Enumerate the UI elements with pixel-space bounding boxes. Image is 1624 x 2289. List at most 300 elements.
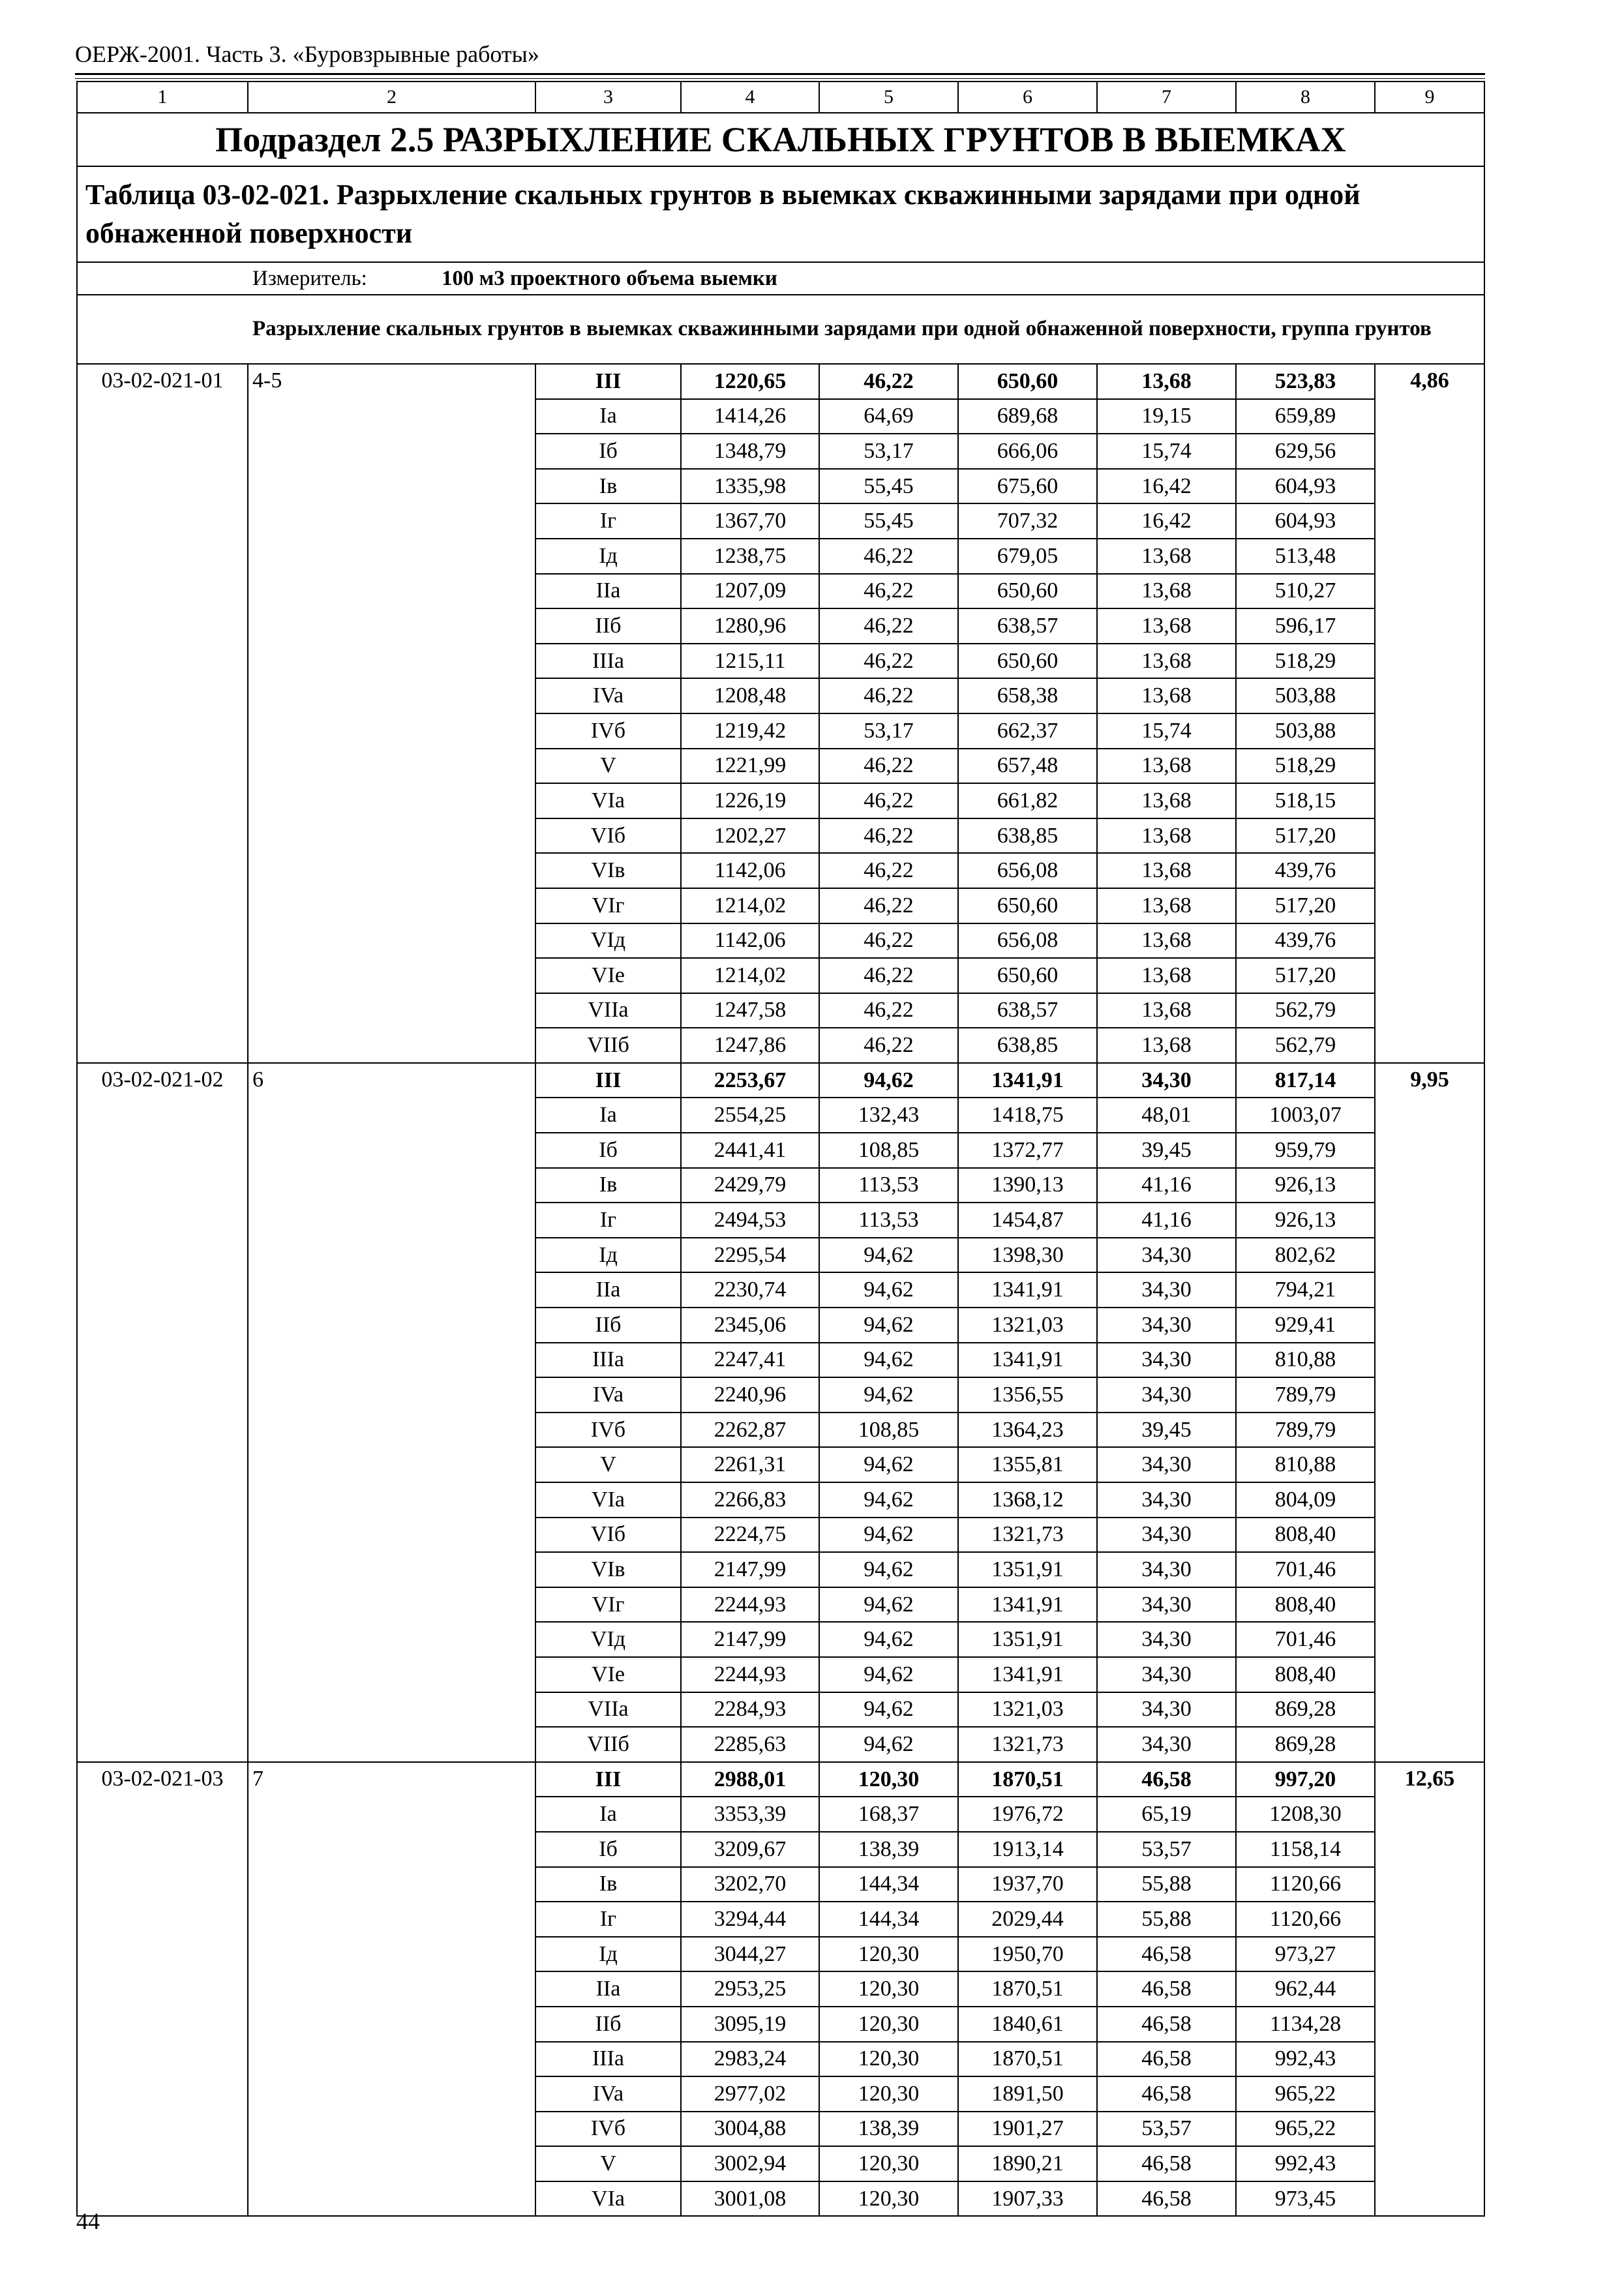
value-cell: 34,30 [1097, 1272, 1236, 1308]
value-cell: 810,88 [1236, 1447, 1375, 1482]
value-cell: 120,30 [819, 2146, 958, 2181]
value-cell: 992,43 [1236, 2146, 1375, 2181]
value-cell: 1840,61 [958, 2007, 1097, 2042]
column-number: 8 [1236, 82, 1375, 113]
value-cell: 13,68 [1097, 678, 1236, 713]
value-cell: 503,88 [1236, 713, 1375, 749]
value-cell: 13,68 [1097, 749, 1236, 784]
value-cell: 503,88 [1236, 678, 1375, 713]
value-cell: 41,16 [1097, 1168, 1236, 1203]
column-9-value: 12,65 [1375, 1762, 1484, 2217]
value-cell: 34,30 [1097, 1552, 1236, 1587]
value-cell: 2494,53 [681, 1203, 819, 1238]
value-cell: 1238,75 [681, 539, 819, 574]
value-cell: 2244,93 [681, 1587, 819, 1623]
value-cell: 513,48 [1236, 539, 1375, 574]
value-cell: 13,68 [1097, 539, 1236, 574]
value-cell: 94,62 [819, 1622, 958, 1657]
value-cell: 120,30 [819, 1762, 958, 1797]
value-cell: 1335,98 [681, 469, 819, 504]
value-cell: 15,74 [1097, 713, 1236, 749]
value-cell: 2147,99 [681, 1622, 819, 1657]
region-cell: IIб [535, 1308, 681, 1343]
region-cell: Iг [535, 1203, 681, 1238]
region-cell: IIIa [535, 1343, 681, 1378]
value-cell: 1321,73 [958, 1518, 1097, 1553]
value-cell: 817,14 [1236, 1063, 1375, 1098]
value-cell: 1208,30 [1236, 1797, 1375, 1832]
value-cell: 701,46 [1236, 1622, 1375, 1657]
value-cell: 2240,96 [681, 1377, 819, 1413]
table-row [77, 364, 1484, 399]
value-cell: 46,58 [1097, 1937, 1236, 1972]
value-cell: 1367,70 [681, 503, 819, 539]
region-cell: IVa [535, 1377, 681, 1413]
value-cell: 562,79 [1236, 1028, 1375, 1063]
value-cell: 659,89 [1236, 399, 1375, 434]
value-cell: 13,68 [1097, 364, 1236, 399]
value-cell: 3095,19 [681, 2007, 819, 2042]
value-cell: 1368,12 [958, 1482, 1097, 1518]
value-cell: 46,22 [819, 923, 958, 959]
value-cell: 1364,23 [958, 1413, 1097, 1448]
subsection-title: Подраздел 2.5 РАЗРЫХЛЕНИЕ СКАЛЬНЫХ ГРУНТОВ В ВЫЕМКАХ [77, 113, 1484, 166]
value-cell: 34,30 [1097, 1308, 1236, 1343]
value-cell: 144,34 [819, 1867, 958, 1902]
value-cell: 94,62 [819, 1308, 958, 1343]
value-cell: 94,62 [819, 1377, 958, 1413]
value-cell: 1215,11 [681, 644, 819, 679]
region-cell: Ia [535, 399, 681, 434]
value-cell: 2441,41 [681, 1133, 819, 1168]
value-cell: 2554,25 [681, 1098, 819, 1133]
value-cell: 517,20 [1236, 818, 1375, 854]
value-cell: 53,57 [1097, 1832, 1236, 1867]
value-cell: 650,60 [958, 574, 1097, 609]
value-cell: 675,60 [958, 469, 1097, 504]
value-cell: 13,68 [1097, 818, 1236, 854]
value-cell: 94,62 [819, 1063, 958, 1098]
value-cell: 869,28 [1236, 1692, 1375, 1728]
value-cell: 1398,30 [958, 1238, 1097, 1273]
value-cell: 638,57 [958, 608, 1097, 644]
value-cell: 1372,77 [958, 1133, 1097, 1168]
value-cell: 46,22 [819, 678, 958, 713]
value-cell: 666,06 [958, 434, 1097, 469]
value-cell: 808,40 [1236, 1518, 1375, 1553]
value-cell: 46,22 [819, 644, 958, 679]
value-cell: 113,53 [819, 1203, 958, 1238]
region-cell: V [535, 749, 681, 784]
value-cell: 108,85 [819, 1133, 958, 1168]
value-cell: 120,30 [819, 2181, 958, 2217]
value-cell: 94,62 [819, 1518, 958, 1553]
value-cell: 2230,74 [681, 1272, 819, 1308]
region-cell: IIб [535, 2007, 681, 2042]
value-cell: 55,88 [1097, 1902, 1236, 1937]
value-cell: 41,16 [1097, 1203, 1236, 1238]
value-cell: 46,22 [819, 749, 958, 784]
value-cell: 2247,41 [681, 1343, 819, 1378]
value-cell: 13,68 [1097, 1028, 1236, 1063]
value-cell: 2284,93 [681, 1692, 819, 1728]
value-cell: 3001,08 [681, 2181, 819, 2217]
value-cell: 794,21 [1236, 1272, 1375, 1308]
table-row [77, 1063, 1484, 1098]
value-cell: 1134,28 [1236, 2007, 1375, 2042]
value-cell: 46,22 [819, 783, 958, 818]
soil-group: 6 [248, 1063, 535, 1762]
value-cell: 13,68 [1097, 853, 1236, 888]
region-cell: VIд [535, 923, 681, 959]
value-cell: 562,79 [1236, 993, 1375, 1028]
value-cell: 650,60 [958, 644, 1097, 679]
value-cell: 1208,48 [681, 678, 819, 713]
column-number: 2 [248, 82, 535, 113]
value-cell: 46,22 [819, 958, 958, 993]
region-cell: Iв [535, 469, 681, 504]
region-cell: VIe [535, 958, 681, 993]
region-cell: Iд [535, 539, 681, 574]
value-cell: 15,74 [1097, 434, 1236, 469]
value-cell: 3202,70 [681, 1867, 819, 1902]
value-cell: 1341,91 [958, 1272, 1097, 1308]
region-cell: VIIa [535, 1692, 681, 1728]
value-cell: 2345,06 [681, 1308, 819, 1343]
value-cell: 34,30 [1097, 1447, 1236, 1482]
value-cell: 789,79 [1236, 1377, 1375, 1413]
value-cell: 650,60 [958, 888, 1097, 923]
value-cell: 439,76 [1236, 923, 1375, 959]
value-cell: 34,30 [1097, 1622, 1236, 1657]
value-cell: 1907,33 [958, 2181, 1097, 2217]
value-cell: 13,68 [1097, 958, 1236, 993]
value-cell: 94,62 [819, 1482, 958, 1518]
value-cell: 638,57 [958, 993, 1097, 1028]
value-cell: 518,15 [1236, 783, 1375, 818]
region-cell: Iд [535, 1937, 681, 1972]
value-cell: 1870,51 [958, 2042, 1097, 2077]
value-cell: 2029,44 [958, 1902, 1097, 1937]
value-cell: 1202,27 [681, 818, 819, 854]
value-cell: 94,62 [819, 1447, 958, 1482]
value-cell: 517,20 [1236, 958, 1375, 993]
value-cell: 650,60 [958, 364, 1097, 399]
value-cell: 16,42 [1097, 469, 1236, 504]
value-cell: 34,30 [1097, 1238, 1236, 1273]
value-cell: 802,62 [1236, 1238, 1375, 1273]
column-number: 5 [819, 82, 958, 113]
value-cell: 120,30 [819, 2042, 958, 2077]
value-cell: 1214,02 [681, 888, 819, 923]
region-cell: Iб [535, 1133, 681, 1168]
value-cell: 2988,01 [681, 1762, 819, 1797]
value-cell: 1870,51 [958, 1971, 1097, 2007]
value-cell: 679,05 [958, 539, 1097, 574]
value-cell: 1890,21 [958, 2146, 1097, 2181]
value-cell: 1414,26 [681, 399, 819, 434]
value-cell: 2147,99 [681, 1552, 819, 1587]
value-cell: 34,30 [1097, 1482, 1236, 1518]
value-cell: 604,93 [1236, 469, 1375, 504]
value-cell: 926,13 [1236, 1203, 1375, 1238]
region-cell: IVб [535, 1413, 681, 1448]
value-cell: 2244,93 [681, 1657, 819, 1692]
value-cell: 1351,91 [958, 1622, 1097, 1657]
value-cell: 94,62 [819, 1727, 958, 1762]
value-cell: 2266,83 [681, 1482, 819, 1518]
value-cell: 46,22 [819, 888, 958, 923]
value-cell: 650,60 [958, 958, 1097, 993]
value-cell: 34,30 [1097, 1343, 1236, 1378]
value-cell: 808,40 [1236, 1657, 1375, 1692]
value-cell: 1120,66 [1236, 1867, 1375, 1902]
value-cell: 656,08 [958, 853, 1097, 888]
value-cell: 1356,55 [958, 1377, 1097, 1413]
value-cell: 2261,31 [681, 1447, 819, 1482]
value-cell: 46,58 [1097, 2076, 1236, 2112]
value-cell: 39,45 [1097, 1133, 1236, 1168]
value-cell: 3044,27 [681, 1937, 819, 1972]
value-cell: 53,17 [819, 434, 958, 469]
value-cell: 1219,42 [681, 713, 819, 749]
header-rule [75, 73, 1485, 75]
value-cell: 1341,91 [958, 1587, 1097, 1623]
header-rule-thin [75, 78, 1485, 79]
value-cell: 46,58 [1097, 1971, 1236, 2007]
value-cell: 108,85 [819, 1413, 958, 1448]
region-cell: IIa [535, 1971, 681, 2007]
region-cell: VIв [535, 1552, 681, 1587]
value-cell: 1341,91 [958, 1063, 1097, 1098]
region-cell: III [535, 364, 681, 399]
value-cell: 3353,39 [681, 1797, 819, 1832]
value-cell: 959,79 [1236, 1133, 1375, 1168]
value-cell: 94,62 [819, 1343, 958, 1378]
measure-row [77, 262, 1484, 295]
value-cell: 46,22 [819, 993, 958, 1028]
region-cell: VIв [535, 853, 681, 888]
value-cell: 1321,03 [958, 1692, 1097, 1728]
value-cell: 46,22 [819, 364, 958, 399]
value-cell: 1390,13 [958, 1168, 1097, 1203]
region-cell: IIa [535, 1272, 681, 1308]
region-cell: IIIa [535, 644, 681, 679]
value-cell: 707,32 [958, 503, 1097, 539]
region-cell: Iг [535, 1902, 681, 1937]
region-cell: IVб [535, 713, 681, 749]
value-cell: 1207,09 [681, 574, 819, 609]
column-number: 1 [77, 82, 248, 113]
region-cell: IIa [535, 574, 681, 609]
value-cell: 13,68 [1097, 644, 1236, 679]
region-cell: IIIa [535, 2042, 681, 2077]
value-cell: 2953,25 [681, 1971, 819, 2007]
value-cell: 1870,51 [958, 1762, 1097, 1797]
value-cell: 34,30 [1097, 1377, 1236, 1413]
value-cell: 53,57 [1097, 2112, 1236, 2147]
value-cell: 510,27 [1236, 574, 1375, 609]
value-cell: 55,45 [819, 503, 958, 539]
value-cell: 46,22 [819, 1028, 958, 1063]
value-cell: 1247,86 [681, 1028, 819, 1063]
value-cell: 2262,87 [681, 1413, 819, 1448]
value-cell: 2295,54 [681, 1238, 819, 1273]
value-cell: 657,48 [958, 749, 1097, 784]
column-number: 7 [1097, 82, 1236, 113]
value-cell: 869,28 [1236, 1727, 1375, 1762]
value-cell: 1351,91 [958, 1552, 1097, 1587]
value-cell: 1913,14 [958, 1832, 1097, 1867]
table-title: Таблица 03-02-021. Разрыхление скальных грунтов в выемках скважинными зарядами при одной обнаженной поверхности [77, 166, 1484, 262]
norm-code: 03-02-021-03 [77, 1762, 248, 2217]
value-cell: 973,27 [1236, 1937, 1375, 1972]
value-cell: 689,68 [958, 399, 1097, 434]
value-cell: 1418,75 [958, 1098, 1097, 1133]
region-cell: VIa [535, 2181, 681, 2217]
value-cell: 523,83 [1236, 364, 1375, 399]
value-cell: 13,68 [1097, 923, 1236, 959]
column-number: 9 [1375, 82, 1484, 113]
value-cell: 1348,79 [681, 434, 819, 469]
region-cell: Iг [535, 503, 681, 539]
value-cell: 973,45 [1236, 2181, 1375, 2217]
region-cell: Iв [535, 1168, 681, 1203]
value-cell: 46,58 [1097, 2146, 1236, 2181]
value-cell: 1214,02 [681, 958, 819, 993]
value-cell: 1221,99 [681, 749, 819, 784]
value-cell: 656,08 [958, 923, 1097, 959]
value-cell: 517,20 [1236, 888, 1375, 923]
norm-code: 03-02-021-01 [77, 364, 248, 1063]
column-9-value: 9,95 [1375, 1063, 1484, 1762]
value-cell: 661,82 [958, 783, 1097, 818]
value-cell: 53,17 [819, 713, 958, 749]
region-cell: Iб [535, 1832, 681, 1867]
value-cell: 13,68 [1097, 888, 1236, 923]
value-cell: 1976,72 [958, 1797, 1097, 1832]
value-cell: 16,42 [1097, 503, 1236, 539]
value-cell: 1321,73 [958, 1727, 1097, 1762]
value-cell: 929,41 [1236, 1308, 1375, 1343]
column-number: 3 [535, 82, 681, 113]
value-cell: 804,09 [1236, 1482, 1375, 1518]
value-cell: 19,15 [1097, 399, 1236, 434]
norm-code: 03-02-021-02 [77, 1063, 248, 1762]
value-cell: 596,17 [1236, 608, 1375, 644]
value-cell: 789,79 [1236, 1413, 1375, 1448]
value-cell: 1321,03 [958, 1308, 1097, 1343]
value-cell: 94,62 [819, 1657, 958, 1692]
value-cell: 701,46 [1236, 1552, 1375, 1587]
value-cell: 48,01 [1097, 1098, 1236, 1133]
measure-value: 100 м3 проектного объема выемки [442, 266, 777, 290]
measure-label: Измеритель: [252, 266, 367, 290]
value-cell: 46,58 [1097, 2181, 1236, 2217]
value-cell: 2285,63 [681, 1727, 819, 1762]
region-cell: III [535, 1063, 681, 1098]
value-cell: 46,58 [1097, 2042, 1236, 2077]
value-cell: 1454,87 [958, 1203, 1097, 1238]
value-cell: 94,62 [819, 1692, 958, 1728]
value-cell: 120,30 [819, 1937, 958, 1972]
region-cell: VIб [535, 818, 681, 854]
value-cell: 46,58 [1097, 2007, 1236, 2042]
norms-table [76, 81, 1485, 2217]
value-cell: 965,22 [1236, 2112, 1375, 2147]
value-cell: 13,68 [1097, 608, 1236, 644]
value-cell: 439,76 [1236, 853, 1375, 888]
value-cell: 1120,66 [1236, 1902, 1375, 1937]
region-cell: Iд [535, 1238, 681, 1273]
value-cell: 3002,94 [681, 2146, 819, 2181]
value-cell: 1341,91 [958, 1657, 1097, 1692]
value-cell: 2253,67 [681, 1063, 819, 1098]
value-cell: 64,69 [819, 399, 958, 434]
soil-group: 7 [248, 1762, 535, 2217]
value-cell: 1891,50 [958, 2076, 1097, 2112]
value-cell: 808,40 [1236, 1587, 1375, 1623]
value-cell: 638,85 [958, 818, 1097, 854]
value-cell: 34,30 [1097, 1518, 1236, 1553]
value-cell: 34,30 [1097, 1727, 1236, 1762]
value-cell: 1341,91 [958, 1343, 1097, 1378]
region-cell: Ia [535, 1098, 681, 1133]
work-description: Разрыхление скальных грунтов в выемках скважинными зарядами при одной обнаженной поверхности, группа грунтов [77, 295, 1484, 364]
value-cell: 604,93 [1236, 503, 1375, 539]
value-cell: 2429,79 [681, 1168, 819, 1203]
value-cell: 629,56 [1236, 434, 1375, 469]
value-cell: 94,62 [819, 1272, 958, 1308]
value-cell: 1901,27 [958, 2112, 1097, 2147]
region-cell: VIб [535, 1518, 681, 1553]
value-cell: 1158,14 [1236, 1832, 1375, 1867]
column-9-value: 4,86 [1375, 364, 1484, 1063]
region-cell: VIд [535, 1622, 681, 1657]
region-cell: VIa [535, 1482, 681, 1518]
value-cell: 55,45 [819, 469, 958, 504]
region-cell: IVa [535, 678, 681, 713]
value-cell: 138,39 [819, 1832, 958, 1867]
region-cell: VIIб [535, 1028, 681, 1063]
value-cell: 1937,70 [958, 1867, 1097, 1902]
value-cell: 658,38 [958, 678, 1097, 713]
value-cell: 46,22 [819, 574, 958, 609]
region-cell: Iб [535, 434, 681, 469]
value-cell: 113,53 [819, 1168, 958, 1203]
region-cell: VIг [535, 888, 681, 923]
value-cell: 34,30 [1097, 1692, 1236, 1728]
column-number: 6 [958, 82, 1097, 113]
value-cell: 662,37 [958, 713, 1097, 749]
value-cell: 55,88 [1097, 1867, 1236, 1902]
value-cell: 13,68 [1097, 993, 1236, 1028]
region-cell: VIг [535, 1587, 681, 1623]
value-cell: 94,62 [819, 1552, 958, 1587]
value-cell: 120,30 [819, 2007, 958, 2042]
region-cell: III [535, 1762, 681, 1797]
value-cell: 2224,75 [681, 1518, 819, 1553]
region-cell: VIe [535, 1657, 681, 1692]
value-cell: 810,88 [1236, 1343, 1375, 1378]
region-cell: Iв [535, 1867, 681, 1902]
value-cell: 1142,06 [681, 923, 819, 959]
region-cell: IVб [535, 2112, 681, 2147]
region-cell: Ia [535, 1797, 681, 1832]
value-cell: 39,45 [1097, 1413, 1236, 1448]
value-cell: 94,62 [819, 1587, 958, 1623]
region-cell: IVa [535, 2076, 681, 2112]
